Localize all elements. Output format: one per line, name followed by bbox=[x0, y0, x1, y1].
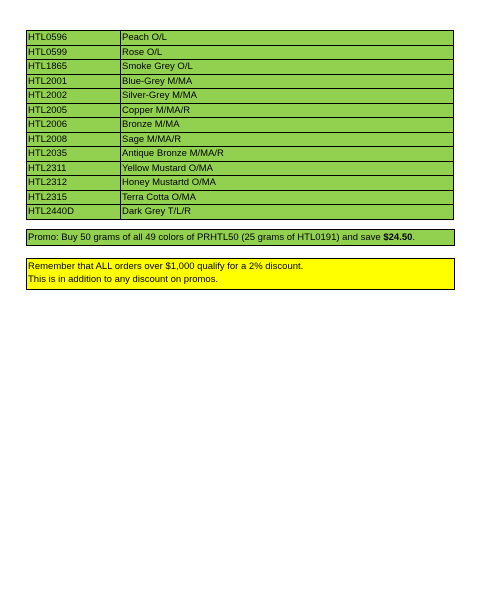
product-code-cell: HTL2002 bbox=[27, 89, 121, 104]
table-row bbox=[27, 176, 454, 191]
notice-line-2: This is in addition to any discount on promos. bbox=[28, 274, 219, 285]
product-code-cell: HTL1865 bbox=[27, 60, 121, 75]
product-code-cell: HTL2006 bbox=[27, 118, 121, 133]
product-color-cell: Dark Grey T/L/R bbox=[121, 205, 454, 220]
product-code-cell: HTL2440D bbox=[27, 205, 121, 220]
product-color-cell: Sage M/MA/R bbox=[121, 132, 454, 147]
product-color-cell: Rose O/L bbox=[121, 45, 454, 60]
product-code-cell: HTL2315 bbox=[27, 190, 121, 205]
table-row bbox=[27, 89, 454, 104]
product-code-cell: HTL2035 bbox=[27, 147, 121, 162]
product-code-cell: HTL2008 bbox=[27, 132, 121, 147]
table-row bbox=[27, 74, 454, 89]
product-code-cell: HTL2001 bbox=[27, 74, 121, 89]
product-color-cell: Peach O/L bbox=[121, 31, 454, 46]
promo-savings: $24.50 bbox=[383, 232, 413, 243]
product-color-cell: Antique Bronze M/MA/R bbox=[121, 147, 454, 162]
product-code-cell: HTL2005 bbox=[27, 103, 121, 118]
table-row bbox=[27, 161, 454, 176]
product-color-cell: Honey Mustartd O/MA bbox=[121, 176, 454, 191]
table-row bbox=[27, 147, 454, 162]
product-code-cell: HTL2311 bbox=[27, 161, 121, 176]
table-row bbox=[27, 190, 454, 205]
table-row bbox=[27, 31, 454, 46]
product-color-cell: Bronze M/MA bbox=[121, 118, 454, 133]
promo-end: . bbox=[412, 232, 416, 243]
product-color-cell: Silver-Grey M/MA bbox=[121, 89, 454, 104]
product-color-cell: Terra Cotta O/MA bbox=[121, 190, 454, 205]
product-table bbox=[26, 30, 454, 220]
table-row bbox=[27, 118, 454, 133]
table-row bbox=[27, 45, 454, 60]
table-row bbox=[27, 132, 454, 147]
product-code-cell: HTL0596 bbox=[27, 31, 121, 46]
discount-notice bbox=[26, 258, 455, 290]
table-row bbox=[27, 205, 454, 220]
notice-line-1: Remember that ALL orders over $1,000 qualify for a 2% discount. bbox=[28, 261, 304, 272]
product-color-cell: Smoke Grey O/L bbox=[121, 60, 454, 75]
promo-text: Promo: Buy 50 grams of all 49 colors of PRHTL50 (25 grams of HTL0191) and save bbox=[28, 232, 384, 243]
product-code-cell: HTL0599 bbox=[27, 45, 121, 60]
product-color-cell: Blue-Grey M/MA bbox=[121, 74, 454, 89]
product-color-cell: Copper M/MA/R bbox=[121, 103, 454, 118]
product-color-cell: Yellow Mustard O/MA bbox=[121, 161, 454, 176]
promo-banner bbox=[26, 229, 455, 246]
table-row bbox=[27, 103, 454, 118]
table-row bbox=[27, 60, 454, 75]
product-code-cell: HTL2312 bbox=[27, 176, 121, 191]
